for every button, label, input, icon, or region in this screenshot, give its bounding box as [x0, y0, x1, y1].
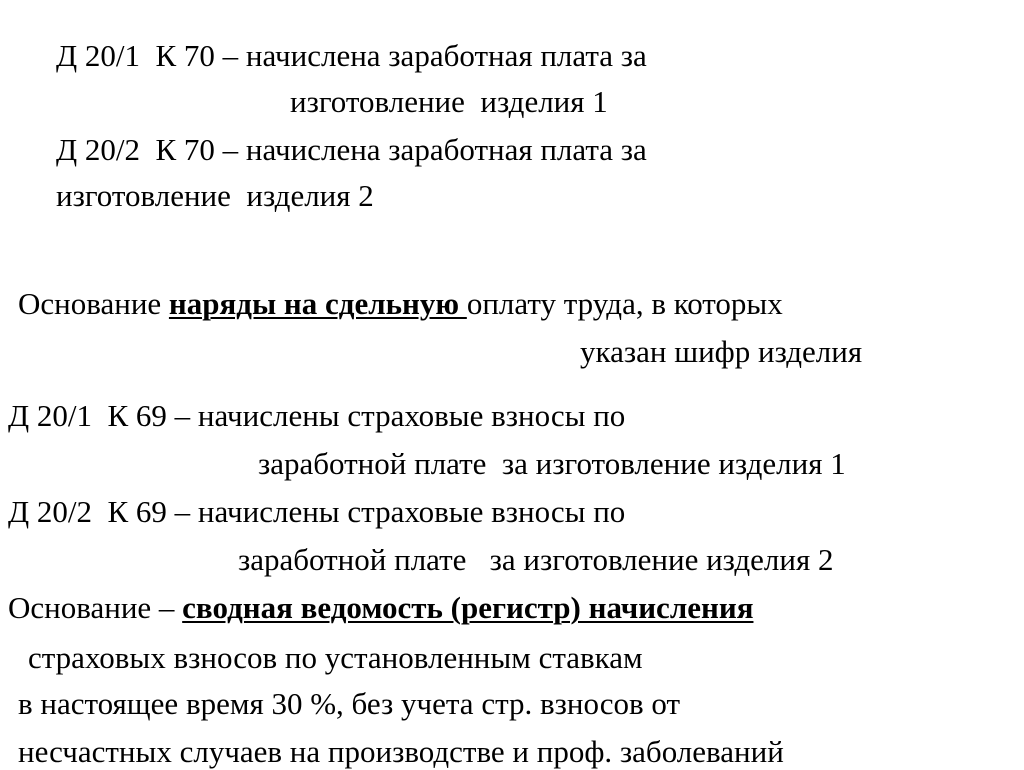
- entry-20-2-k69: Д 20/2 К 69 – начислены страховые взносы по: [8, 494, 626, 529]
- basis-2-prefix: Основание –: [8, 590, 183, 625]
- basis-1: [18, 286, 783, 322]
- basis-2-line-4: несчастных случаев на производстве и проф. заболеваний: [18, 734, 784, 769]
- basis-2-document: сводная ведомость (регистр) начисления: [182, 590, 754, 625]
- entry-20-1-k69: Д 20/1 К 69 – начислены страховые взносы по: [8, 398, 626, 433]
- basis-2-line-3: в настоящее время 30 %, без учета стр. взносов от: [18, 686, 681, 721]
- basis-1-prefix: Основание: [18, 286, 169, 321]
- basis-1-document: наряды на сдельную: [168, 286, 467, 321]
- basis-2-line-2: страховых взносов по установленным ставкам: [28, 640, 643, 675]
- basis-1-cont: указан шифр изделия: [580, 334, 863, 369]
- entry-20-2-k70-cont: изготовление изделия 2: [56, 178, 374, 213]
- entry-20-2-k69-cont: заработной плате за изготовление изделия 2: [238, 542, 834, 577]
- entry-20-1-k69-cont: заработной плате за изготовление изделия 1: [258, 446, 846, 481]
- entry-20-2-k70: Д 20/2 К 70 – начислена заработная плата за: [56, 132, 647, 167]
- basis-2: [8, 590, 753, 626]
- entry-20-1-k70: Д 20/1 К 70 – начислена заработная плата за: [56, 38, 647, 73]
- basis-1-suffix: оплату труда, в которых: [466, 286, 783, 321]
- entry-20-1-k70-cont: изготовление изделия 1: [290, 84, 608, 119]
